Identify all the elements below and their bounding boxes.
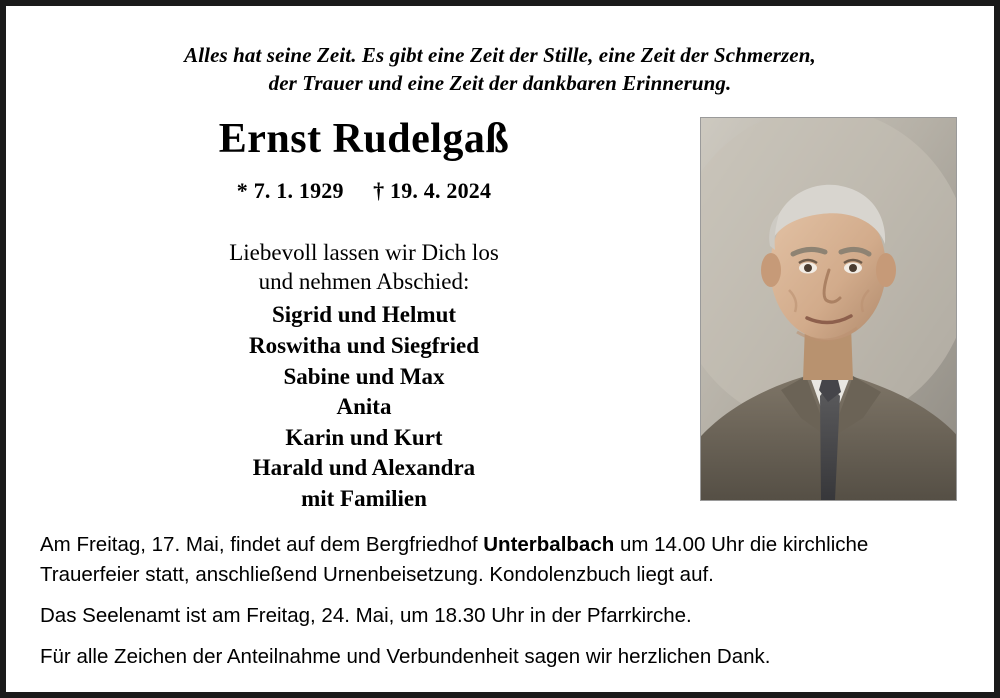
funeral-details [34,530,966,670]
survivor-line: Anita [336,394,392,420]
detail-p1-part2: um 14.00 Uhr die kirchliche Trauerfeier statt, anschließend Urnenbeisetzung. Kondolenzbuch liegt auf. [40,533,869,586]
epitaph [110,42,890,97]
death-date: 19. 4. 2024 [390,177,492,203]
survivor-line: Karin und Kurt [285,424,443,450]
detail-paragraph-2: Das Seelenamt ist am Freitag, 24. Mai, um 18.30 Uhr in der Pfarrkirche. [40,603,692,627]
detail-paragraph-3: Für alle Zeichen der Anteilnahme und Verbundenheit sagen wir herzlichen Dank. [40,644,771,668]
deceased-name: Ernst Rudelgaß [218,116,510,163]
survivor-line: Sigrid und Helmut [271,302,457,328]
notice-main [34,111,966,514]
birth-date: 7. 1. 1929 [253,177,344,203]
farewell-line-2: und nehmen Abschied: [258,268,470,294]
survivor-line: mit Familien [301,485,427,511]
farewell-line-1: Liebevoll lassen wir Dich los [229,239,499,265]
epitaph-line-2: der Trauer und eine Zeit der dankbaren Erinnerung. [268,70,732,95]
epitaph-line-1: Alles hat seine Zeit. Es gibt eine Zeit der Stille, eine Zeit der Schmerzen, [184,43,816,67]
survivor-line: Roswitha und Siegfried [248,332,480,358]
detail-paragraph-1 [40,530,960,588]
life-dates [44,178,684,204]
survivor-line: Sabine und Max [283,363,445,389]
portrait-photo [700,117,957,501]
survivors-list [44,300,684,514]
notice-text-column [34,111,684,514]
death-symbol: † [373,177,385,203]
detail-p1-part1: Am Freitag, 17. Mai, findet auf dem Bergfriedhof [40,533,484,557]
survivor-line: Harald und Alexandra [252,455,476,481]
cemetery-name: Unterbalbach [483,533,615,557]
farewell-text [44,238,684,297]
birth-symbol: * [236,177,248,203]
